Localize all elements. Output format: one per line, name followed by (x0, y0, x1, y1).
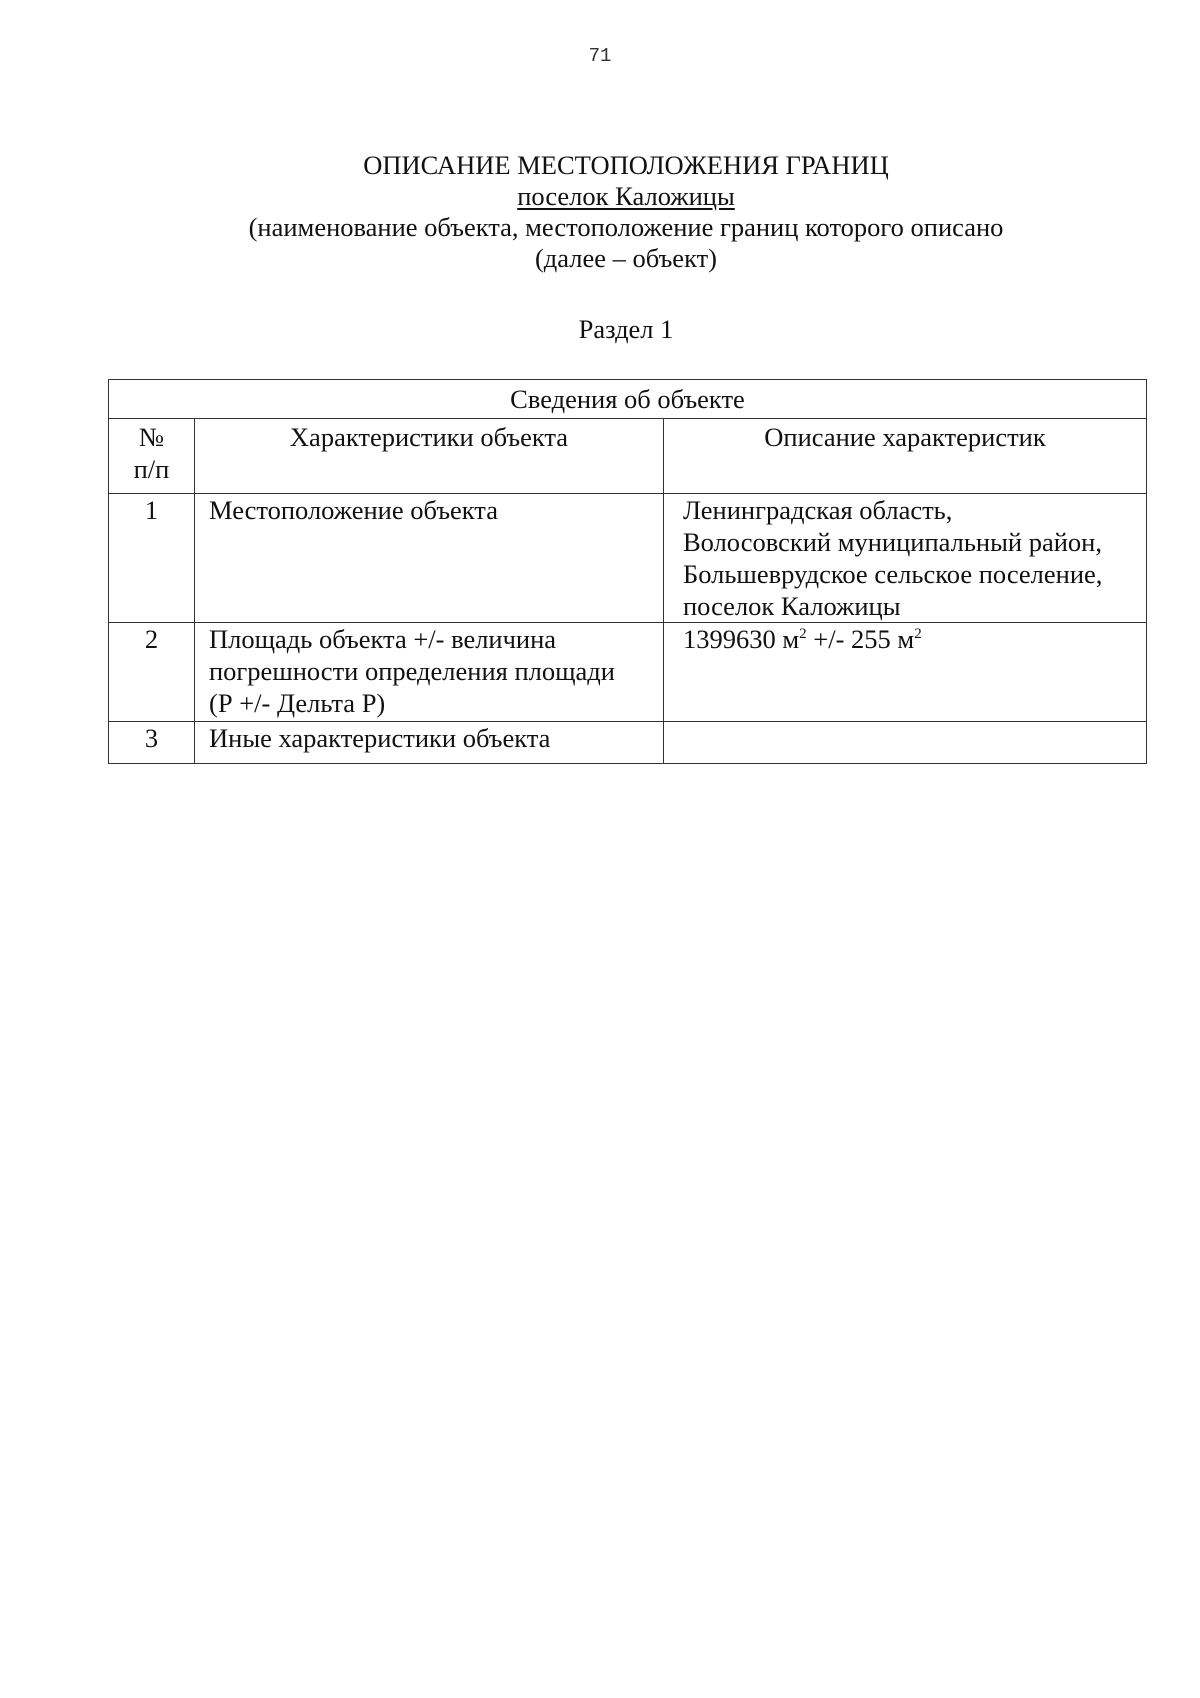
row-description (664, 494, 1147, 623)
object-info-table (108, 379, 1147, 764)
document-heading (0, 150, 1200, 274)
document-title: ОПИСАНИЕ МЕСТОПОЛОЖЕНИЯ ГРАНИЦ (363, 150, 889, 180)
row-description (664, 722, 1147, 764)
table-row (109, 494, 1147, 623)
page-number: 71 (588, 45, 612, 67)
row-number: 1 (109, 494, 195, 623)
characteristic-line: (Р +/- Дельта Р) (209, 688, 386, 718)
row-characteristic: Местоположение объекта (195, 494, 664, 623)
table-row (109, 722, 1147, 764)
row-number: 3 (109, 722, 195, 764)
heading-caption-line-2: (далее – объект) (534, 243, 718, 273)
column-header-number: № п/п (109, 419, 195, 494)
row-characteristic: Иные характеристики объекта (195, 722, 664, 764)
heading-caption-line-1: (наименование объекта, местоположение границ которого описано (248, 212, 1004, 242)
description-line: поселок Каложицы (683, 591, 901, 621)
object-name: поселок Каложицы (517, 181, 735, 211)
row-number: 2 (109, 623, 195, 722)
row-characteristic (195, 623, 664, 722)
area-unit-superscript: 2 (799, 626, 807, 642)
area-tolerance: +/- 255 м (806, 624, 915, 654)
description-line: Ленинградская область, (683, 495, 953, 525)
row-description (664, 623, 1147, 722)
section-label: Раздел 1 (578, 314, 674, 344)
characteristic-line: Площадь объекта +/- величина (209, 624, 557, 654)
table-header-row (109, 419, 1147, 494)
characteristic-line: погрешности определения площади (209, 656, 615, 686)
area-value: 1399630 м (683, 624, 800, 654)
description-line: Большеврудское сельское поселение, (683, 559, 1103, 589)
table-row (109, 623, 1147, 722)
tolerance-unit-superscript: 2 (914, 626, 922, 642)
column-header-characteristic: Характеристики объекта (195, 419, 664, 494)
table-caption: Сведения об объекте (109, 380, 1147, 419)
description-line: Волосовский муниципальный район, (683, 527, 1102, 557)
column-header-description: Описание характеристик (664, 419, 1147, 494)
